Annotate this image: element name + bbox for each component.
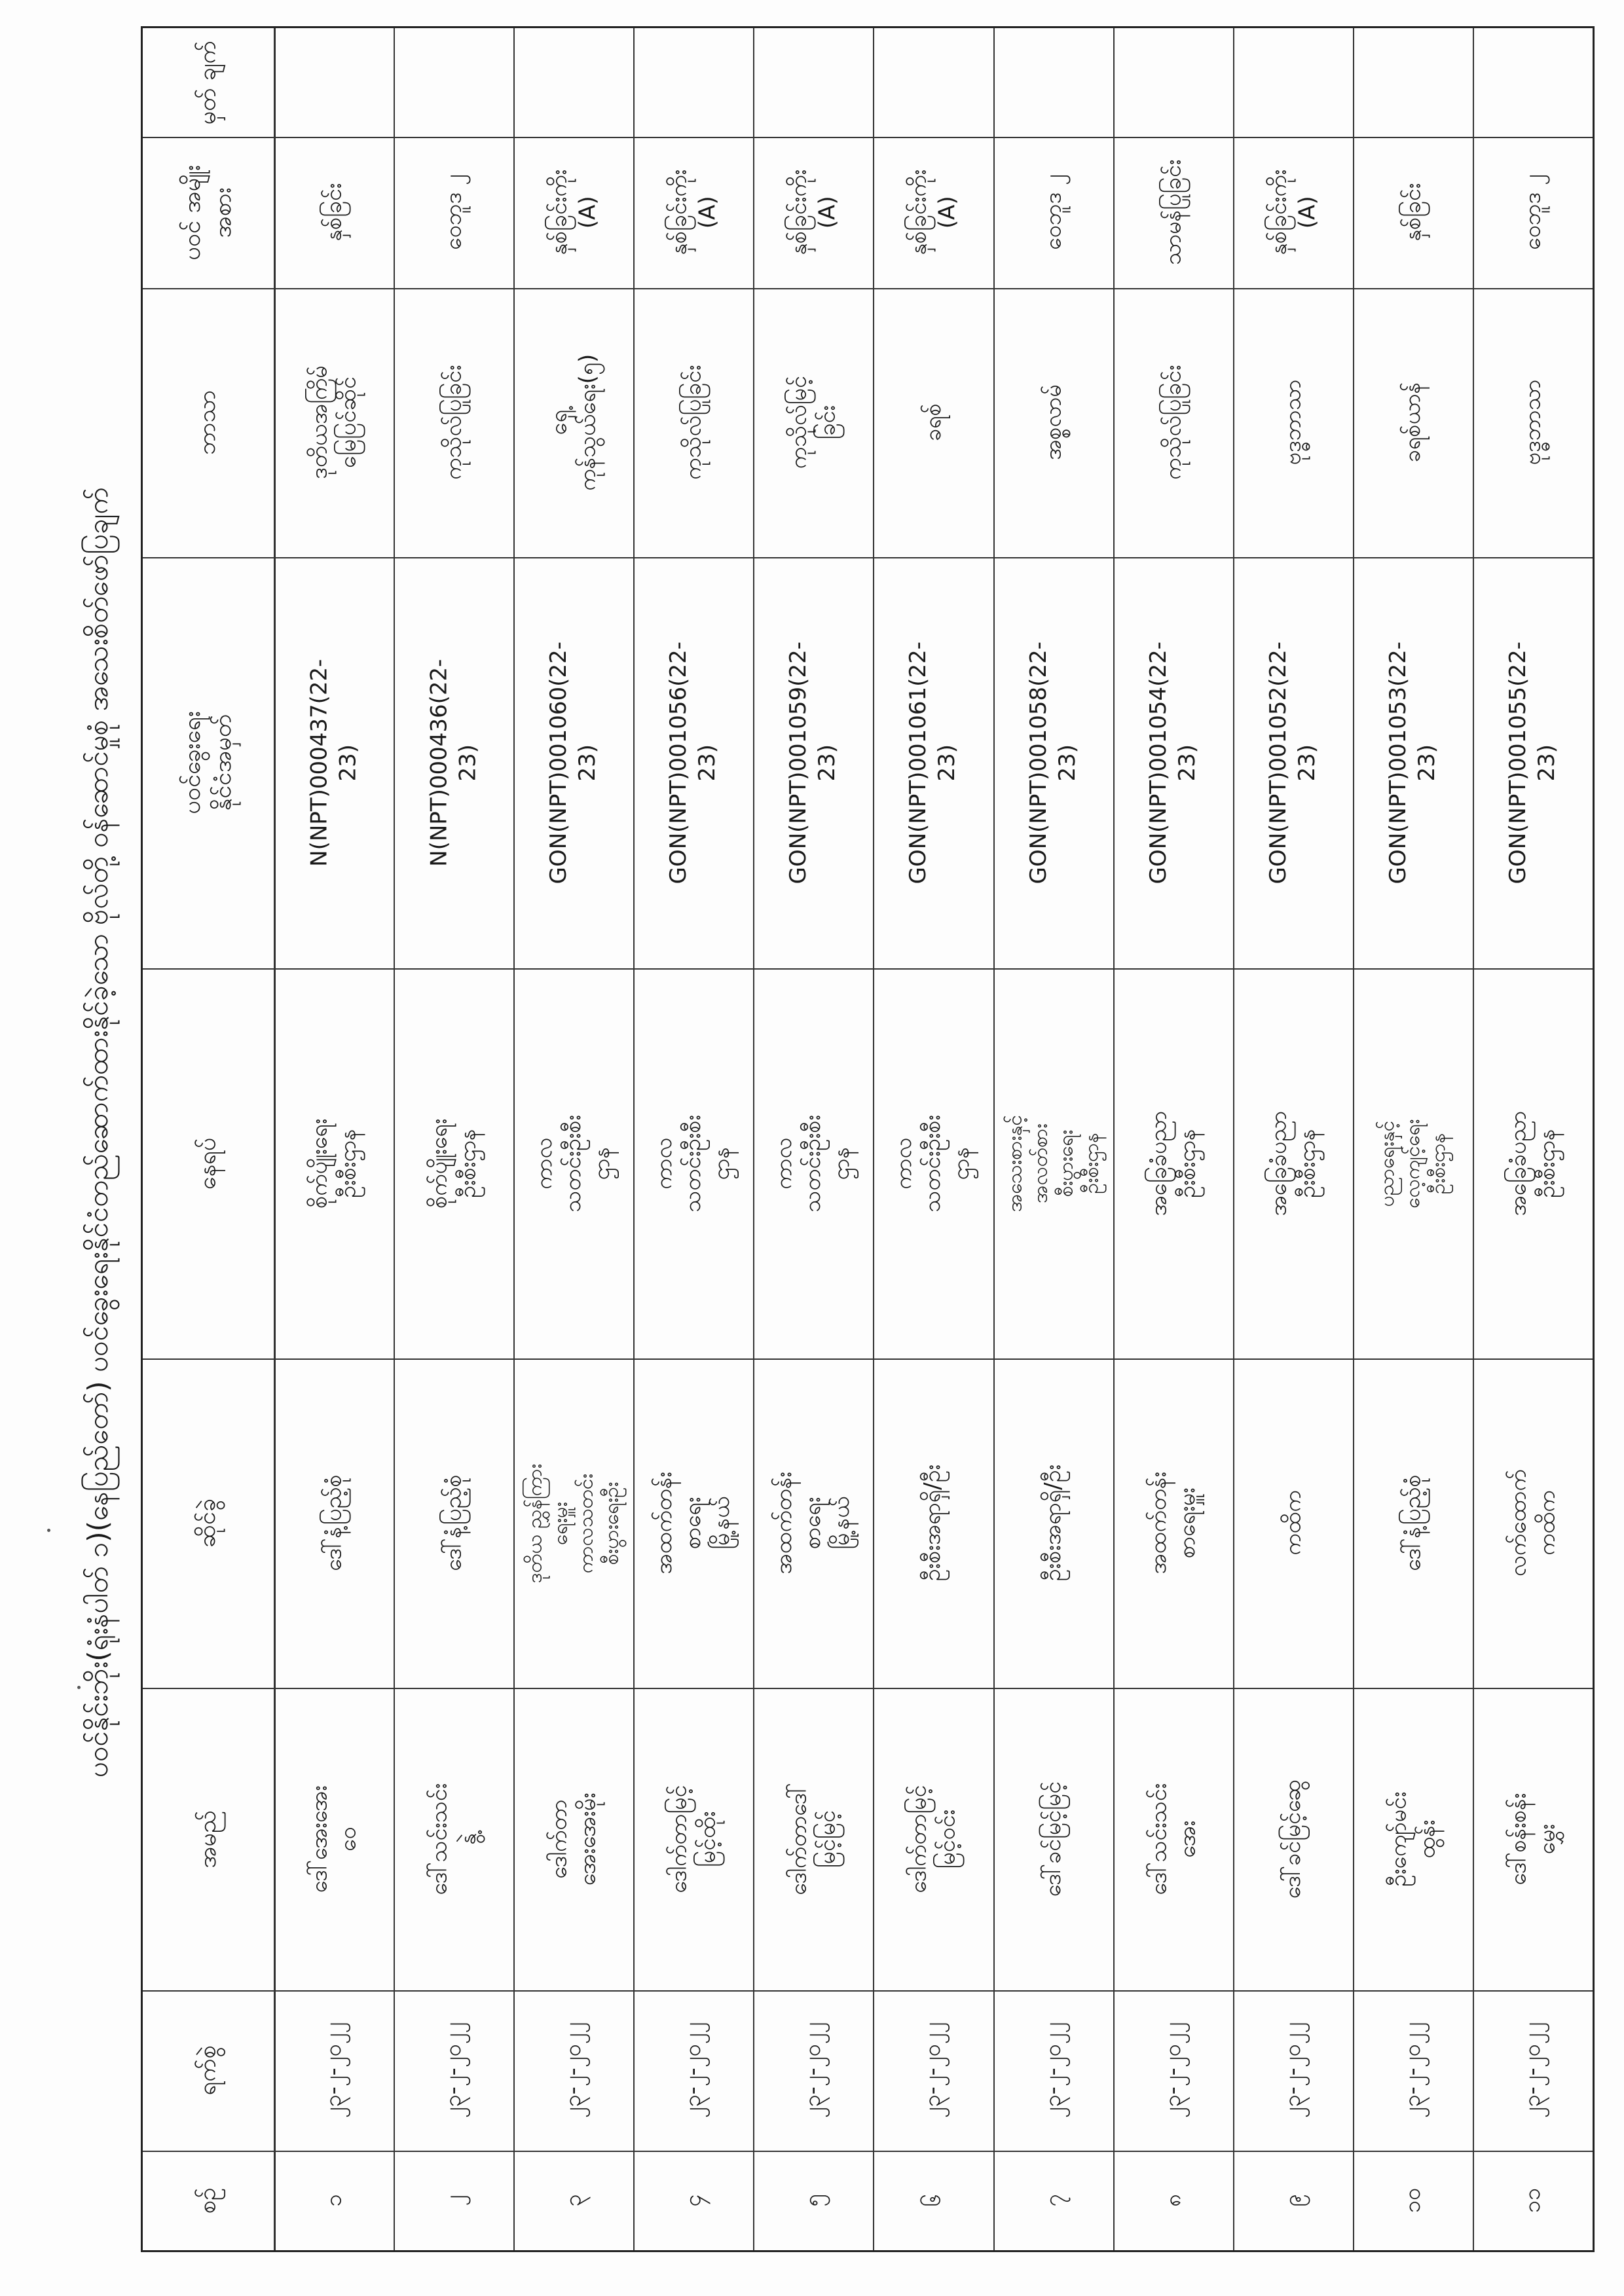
cell-department-text: အသေးစားနှင့်အလတ်စားစီးပွားရေး ဦးစီးဌာန (1003, 1114, 1103, 1212)
cell-date (1233, 1990, 1353, 2151)
cell-date (633, 1990, 753, 2151)
cell-name (1113, 1688, 1233, 1990)
cell-type-text: နှစ်ခြင်းကိုး (A) (545, 170, 601, 255)
cell-date-text: ၂၃-၂-၂၀၂၂ (680, 2022, 707, 2119)
cell-name (274, 1688, 394, 1990)
scan-speck (47, 1529, 50, 1532)
header-serial (143, 2151, 274, 2250)
cell-reg-no-text: GON(NPT)001054(22-23) (1145, 641, 1201, 884)
cell-department (513, 968, 633, 1358)
cell-name (394, 1688, 513, 1990)
cell-name-text: ဒေါက်တာအေးအေးမိုး (545, 1793, 601, 1886)
cell-department (394, 968, 513, 1358)
cell-date (274, 1990, 394, 2151)
cell-type (513, 137, 633, 288)
header-name-text: အမည် (194, 1810, 221, 1868)
cell-position (753, 1358, 873, 1688)
cell-position-text: ကထိက (1280, 1490, 1306, 1556)
cell-name-text: ဒေါ်သင်းသင်းအေး (1145, 1783, 1201, 1895)
cell-serial-text: ၈ (1160, 2194, 1187, 2207)
cell-date (394, 1990, 513, 2151)
cell-name-text: ဒေါ်ခင်မြင့်မြင့် (1040, 1781, 1067, 1897)
cell-department (1353, 968, 1473, 1358)
cell-type-text: ဝေဘူဒ ၂ (1040, 174, 1067, 251)
cell-reg-no-text: GON(NPT)001058(22-23) (1025, 641, 1081, 884)
cell-religion (873, 288, 993, 557)
cell-serial (1473, 2151, 1593, 2250)
cell-name (753, 1688, 873, 1990)
cell-position-text: ဒုတိယ ညွှန်ကြားရေးမှူး ကာလသတင်းစီးပွားရေးဦး (523, 1463, 623, 1583)
cell-type-text: နှစ်ခြင်းကိုး (A) (665, 170, 721, 255)
cell-religion (394, 288, 513, 557)
cell-type-text: ဝေဘူဒ ၂ (1519, 174, 1546, 251)
cell-religion (274, 288, 394, 557)
cell-department-text: ကာလသတင်းဦးစီးဌာန (531, 1114, 616, 1212)
cell-reg-no-text: GON(NPT)001056(22-23) (665, 641, 721, 884)
cell-serial (394, 2151, 513, 2250)
cell-type (1233, 137, 1353, 288)
cell-religion (513, 288, 633, 557)
cell-type (1353, 137, 1473, 288)
cell-serial-text: ၇ (1040, 2194, 1067, 2207)
cell-position (993, 1358, 1113, 1688)
cell-department-text: အခြေခံပညာဦးစီးဌာန (1505, 1110, 1560, 1216)
cell-department (1113, 968, 1233, 1358)
cell-religion-text: ကုသိုလ်ပြုခြင်း (1160, 365, 1187, 481)
cell-reg-no (513, 557, 633, 968)
cell-serial (1113, 2151, 1233, 2250)
cell-department (633, 968, 753, 1358)
cell-type (1113, 137, 1233, 288)
document-title-area (56, 13, 141, 2252)
cell-serial-text: ၅ (800, 2194, 826, 2207)
cell-position (274, 1358, 394, 1688)
cell-department (1473, 968, 1593, 1358)
cell-type-text: သာမန်ပြုခြင်း (1160, 159, 1187, 266)
cell-name (1353, 1688, 1473, 1990)
cell-religion-text: ဗုဒ္ဓဘာသာ (1280, 380, 1306, 465)
cell-position (1353, 1358, 1473, 1688)
cell-name (513, 1688, 633, 1990)
cell-religion-text: အစ္စလာမ် (1040, 384, 1067, 461)
cell-date-text: ၂၃-၂-၂၀၂၂ (440, 2022, 467, 2119)
header-date-text: ရက်စွဲ (194, 2045, 221, 2096)
cell-date (873, 1990, 993, 2151)
cell-serial-text: ၂ (440, 2195, 467, 2206)
header-religion-text: ဘာသာ (194, 390, 221, 456)
cell-name-text: ဒေါ်စန်းစန်းမွှေး (1505, 1793, 1560, 1886)
cell-department-text: ကာလသတင်းဦးစီးဌာန (771, 1114, 855, 1212)
cell-position-text: အထက်တန်းစာရေး မြို့နယ် (651, 1472, 735, 1575)
header-remarks-text: မှတ် ချက် (194, 40, 221, 125)
cell-department (1233, 968, 1353, 1358)
cell-serial-text: ၁ (320, 2194, 347, 2207)
cell-name (633, 1688, 753, 1990)
cell-date (1473, 1990, 1593, 2151)
cell-position-text: လက်ထောက်ကထိက (1505, 1469, 1560, 1577)
cell-type (993, 137, 1113, 288)
cell-date (993, 1990, 1113, 2151)
header-department (143, 968, 274, 1358)
cell-serial (873, 2151, 993, 2250)
document-title: ပဝင်နိုင်းဘိုး(ရုံးနံပါတ် ၁)(နေပြည်တော်) ပဝင်ခွေးရေးနိုင်ငံတည်ဆောက်ထားနိုင်ခဲ့သော ဗိုလ်တို့ ဝန်ဆောင်မှုစုံ အသေးစိတ်ဖော်ပြချက် (82, 487, 114, 1778)
cell-department-text: စိုက်ပျိုးရေးဦးစီးဌာန (426, 1118, 481, 1209)
cell-department-text: ပညာရေးနှင့်လေ့ကျင့်ရေးဦးစီးဌာန (1376, 1118, 1450, 1209)
cell-religion-text: ကုသိုလ်မြင့်ခြင်း (785, 376, 841, 469)
cell-serial (274, 2151, 394, 2250)
scan-speck (77, 1686, 81, 1689)
cell-type (633, 137, 753, 288)
cell-religion-text: ကုသိုလ်ပြုခြင်း (440, 365, 467, 481)
cell-position-text: ဦးစီးအရာရှိ/ဦး (1040, 1465, 1067, 1582)
cell-serial-text: ၁၀ (1399, 2187, 1426, 2214)
cell-religion (753, 288, 873, 557)
cell-date-text: ၂၃-၂-၂၀၂၂ (1160, 2022, 1187, 2119)
cell-position (1233, 1358, 1353, 1688)
cell-reg-no-text: GON(NPT)001059(22-23) (785, 641, 841, 884)
cell-date (1113, 1990, 1233, 2151)
cell-reg-no-text: GON(NPT)001055(22-23) (1505, 641, 1560, 884)
cell-type-text: နှစ်ခြင်း (1399, 183, 1426, 242)
cell-position (1473, 1358, 1593, 1688)
header-type-text: ပဝင် အမျိုးအစား (179, 164, 236, 261)
header-position (143, 1358, 274, 1688)
cell-serial (633, 2151, 753, 2250)
cell-religion-text: ဗုဒ္ဓဘာသာ (1519, 380, 1546, 465)
cell-religion-text: ကုသိုလ်ပြုခြင်း (680, 365, 707, 481)
cell-name (873, 1688, 993, 1990)
cell-position-text: အထက်တန်းစာရေး မြို့နယ် (771, 1472, 855, 1575)
cell-reg-no-text: GON(NPT)001052(22-23) (1265, 641, 1321, 884)
header-religion (143, 288, 274, 557)
cell-type-text: နှစ်ခြင်းကိုး (A) (1265, 170, 1321, 255)
cell-department (993, 968, 1113, 1358)
cell-reg-no-text: N(NPT)000436(22-23) (426, 659, 481, 867)
header-reg-no (143, 557, 274, 968)
cell-name (1473, 1688, 1593, 1990)
cell-department (753, 968, 873, 1358)
cell-type-text: နှစ်ခြင်း (320, 183, 347, 242)
cell-date-text: ၂၃-၂-၂၀၂၂ (1280, 2022, 1306, 2119)
header-date (143, 1990, 274, 2151)
cell-serial (1353, 2151, 1473, 2250)
cell-date (1353, 1990, 1473, 2151)
cell-position-text: အထက်တန်း စာရေးမှူး (1145, 1472, 1201, 1575)
header-name (143, 1688, 274, 1990)
cell-name-text: ဒေါ်ခင်မြင့်ဆွေ (1280, 1779, 1306, 1899)
cell-serial-text: ၄ (680, 2194, 707, 2207)
cell-name-text: ဒေါ်သင်းသင်းနွဲ့ (426, 1783, 481, 1895)
cell-name-text: ဦးကျော်မင်းထွန်း (1385, 1791, 1441, 1887)
cell-position-text: ဦးစီးအရာရှိ/ဦး (919, 1465, 946, 1582)
cell-date-text: ၂၃-၂-၂၀၂၂ (1519, 2022, 1546, 2119)
cell-position-text: ဒေါ်နံ့ပြည့်စုံ (440, 1474, 467, 1572)
cell-type-text: နှစ်ခြင်းကိုး (A) (785, 170, 841, 255)
cell-type (873, 137, 993, 288)
cell-position (873, 1358, 993, 1688)
cell-type-text: နှစ်ခြင်းကိုး (A) (905, 170, 961, 255)
header-department-text: နေရပ် (194, 1137, 221, 1190)
cell-religion-text: ဒုတိယအကြိမ် မြေပြင်ဆိုင် (306, 365, 361, 480)
cell-religion-text: ရှေ့ကုန်သွယ်ရေး(၅) (545, 354, 601, 492)
cell-name (993, 1688, 1113, 1990)
cell-name (1233, 1688, 1353, 1990)
cell-position (394, 1358, 513, 1688)
data-table (141, 26, 1595, 2252)
cell-name-text: ဒေါက်တာဒေါ်မြင့်မြင့် (785, 1783, 841, 1895)
cell-position (1113, 1358, 1233, 1688)
cell-date-text: ၂၃-၂-၂၀၂၂ (800, 2022, 826, 2119)
cell-department-text: ကာလသတင်းဦးစီးဌာန (891, 1114, 975, 1212)
cell-department-text: ကာလသတင်းဦးစီးဌာန (651, 1114, 735, 1212)
header-position-text: ဆိုင်ခွဲ (194, 1498, 221, 1548)
cell-type (274, 137, 394, 288)
cell-date (513, 1990, 633, 2151)
cell-name-text: ဒေါ်အေးအေးဝေ (306, 1785, 361, 1893)
header-serial-text: စဉ် (194, 2187, 221, 2214)
cell-reg-no (633, 557, 753, 968)
cell-department-text: စိုက်ပျိုးရေးဦးစီးဌာန (306, 1118, 361, 1209)
cell-date-text: ၂၃-၂-၂၀၂၂ (1040, 2022, 1067, 2119)
cell-position (633, 1358, 753, 1688)
cell-name-text: ဒေါက်တာမြင့်မြင့်ထိုး (665, 1785, 721, 1893)
cell-type (394, 137, 513, 288)
cell-serial (993, 2151, 1113, 2250)
cell-serial-text: ၉ (1280, 2194, 1306, 2207)
cell-reg-no (274, 557, 394, 968)
cell-reg-no (1113, 557, 1233, 968)
cell-reg-no-text: GON(NPT)001053(22-23) (1385, 641, 1441, 884)
cell-department-text: အခြေခံပညာဦးစီးဌာန (1145, 1110, 1201, 1216)
cell-religion (633, 288, 753, 557)
cell-religion (1113, 288, 1233, 557)
cell-department (873, 968, 993, 1358)
cell-reg-no (1233, 557, 1353, 968)
cell-reg-no (753, 557, 873, 968)
cell-date-text: ၂၃-၂-၂၀၂၂ (1399, 2022, 1426, 2119)
cell-department (274, 968, 394, 1358)
cell-reg-no-text: GON(NPT)001061(22-23) (905, 641, 961, 884)
cell-reg-no-text: N(NPT)000437(22-23) (306, 659, 361, 867)
header-remarks (143, 28, 274, 137)
cell-reg-no (993, 557, 1113, 968)
cell-position-text: ဒေါ်နံ့ပြည့်စုံ (1399, 1474, 1426, 1572)
cell-religion-text: ခရစ်ယာန် (1399, 382, 1426, 463)
cell-position (513, 1358, 633, 1688)
cell-serial (753, 2151, 873, 2250)
cell-serial (513, 2151, 633, 2250)
cell-reg-no (394, 557, 513, 968)
cell-name-text: ဒေါက်တာမြင့်မြင့်ဝင်း (905, 1785, 961, 1893)
cell-religion (1473, 288, 1593, 557)
cell-religion (1233, 288, 1353, 557)
cell-reg-no (873, 557, 993, 968)
cell-department-text: အခြေခံပညာဦးစီးဌာန (1265, 1110, 1321, 1216)
cell-serial-text: ၆ (919, 2194, 946, 2207)
cell-serial (1233, 2151, 1353, 2250)
header-reg-no-text: ပဝင်ခွေးရေးနိုင်ငံအမှတ် (179, 711, 236, 814)
cell-type-text: ဝေဘူဒ ၂ (440, 174, 467, 251)
cell-type (1473, 137, 1593, 288)
cell-type (753, 137, 873, 288)
cell-religion-text: ခရစ် (919, 403, 946, 442)
cell-date-text: ၂၃-၂-၂၀၂၂ (919, 2022, 946, 2119)
header-type (143, 137, 274, 288)
cell-serial-text: ၃ (560, 2194, 587, 2207)
cell-date-text: ၂၃-၂-၂၀၂၂ (320, 2022, 347, 2119)
cell-religion (993, 288, 1113, 557)
cell-serial-text: ၁၁ (1519, 2187, 1546, 2214)
cell-date (753, 1990, 873, 2151)
cell-date-text: ၂၃-၂-၂၀၂၂ (560, 2022, 587, 2119)
cell-reg-no (1473, 557, 1593, 968)
cell-reg-no-text: GON(NPT)001060(22-23) (545, 641, 601, 884)
cell-position-text: ဒေါ်နံ့ပြည့်စုံ (320, 1474, 347, 1572)
cell-religion (1353, 288, 1473, 557)
cell-reg-no (1353, 557, 1473, 968)
